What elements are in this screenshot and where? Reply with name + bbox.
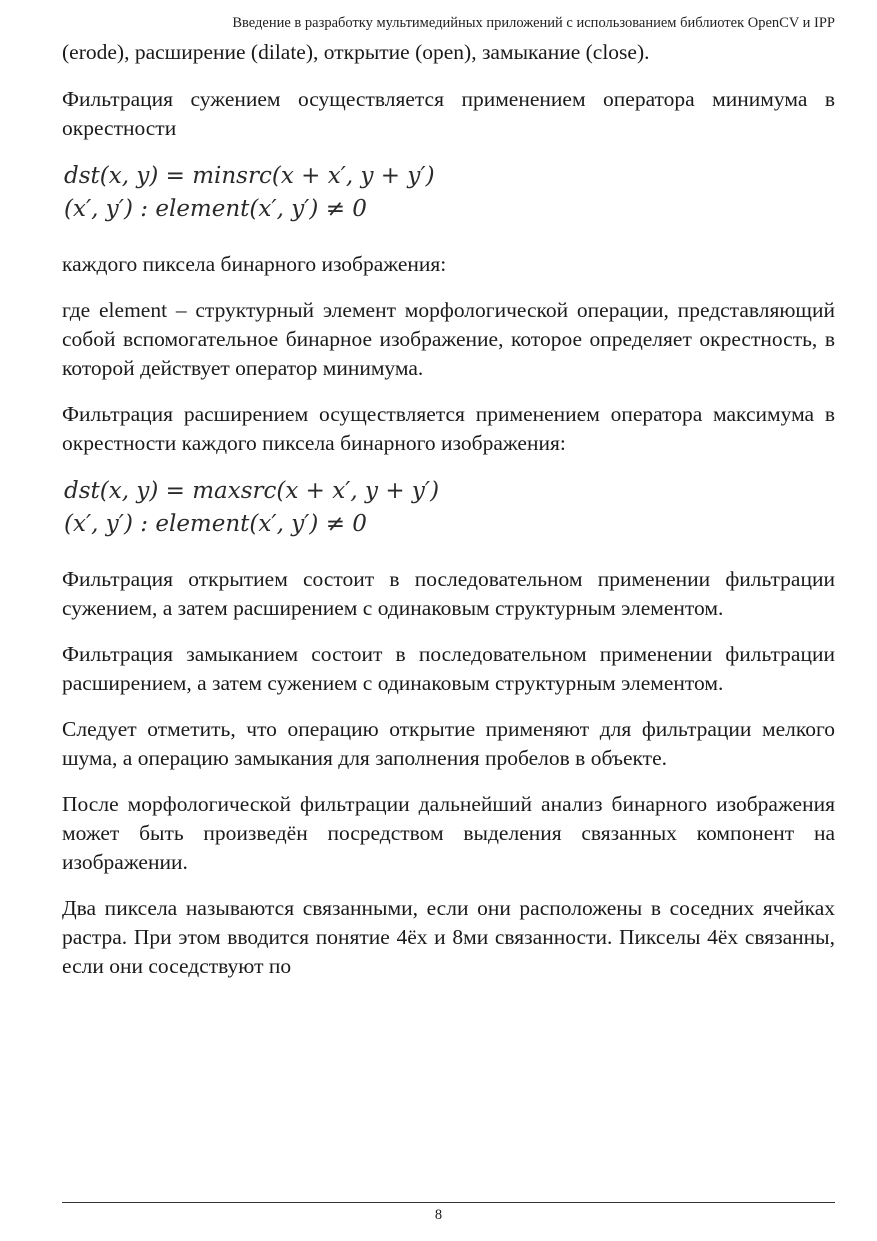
footer-divider bbox=[62, 1202, 835, 1203]
paragraph-operations-list: (erode), расширение (dilate), открытие (open), замыкание (close). bbox=[62, 40, 650, 64]
running-header: Введение в разработку мультимедийных приложений с использованием библиотек OpenCV и IPP bbox=[232, 15, 835, 31]
paragraph-element-definition: где element – структурный элемент морфологической операции, представляющий собой вспомогательное бинарное изображение, которое определяет окрестность, в которой действует оператор минимума. bbox=[62, 298, 835, 380]
page-content bbox=[62, 38, 835, 998]
paragraph-connectivity: Два пиксела называются связанными, если они расположены в соседних ячейках растра. При этом вводится понятие 4ёх и 8ми связанности. Пикселы 4ёх связанны, если они соседствуют по bbox=[62, 896, 835, 978]
formula-erosion bbox=[64, 160, 835, 226]
paragraph-noise-note: Следует отметить, что операцию открытие применяют для фильтрации мелкого шума, а операцию замыкания для заполнения пробелов в объекте. bbox=[62, 717, 835, 770]
paragraph-erosion-continued: каждого пиксела бинарного изображения: bbox=[62, 252, 447, 276]
formula-dilation-line-1: dst(x, y) = maxsrc(x + x′, y + y′) bbox=[64, 478, 440, 504]
paragraph-connected-components: После морфологической фильтрации дальнейший анализ бинарного изображения может быть произведён посредством выделения связанных компонент на изображении. bbox=[62, 792, 835, 874]
paragraph-dilation-intro: Фильтрация расширением осуществляется применением оператора максимума в окрестности каждого пиксела бинарного изображения: bbox=[62, 402, 835, 455]
page-number: 8 bbox=[434, 1207, 443, 1223]
paragraph-opening: Фильтрация открытием состоит в последовательном применении фильтрации сужением, а затем расширением с одинаковым структурным элементом. bbox=[62, 567, 835, 620]
formula-erosion-line-2: (x′, y′) : element(x′, y′) ≠ 0 bbox=[64, 196, 367, 222]
formula-dilation-line-2: (x′, y′) : element(x′, y′) ≠ 0 bbox=[64, 511, 367, 537]
formula-erosion-line-1: dst(x, y) = minsrc(x + x′, y + y′) bbox=[64, 163, 435, 189]
paragraph-erosion-intro: Фильтрация сужением осуществляется применением оператора минимума в окрестности bbox=[62, 87, 835, 140]
formula-dilation bbox=[64, 475, 835, 541]
paragraph-closing: Фильтрация замыканием состоит в последовательном применении фильтрации расширением, а затем сужением с одинаковым структурным элементом. bbox=[62, 642, 835, 695]
